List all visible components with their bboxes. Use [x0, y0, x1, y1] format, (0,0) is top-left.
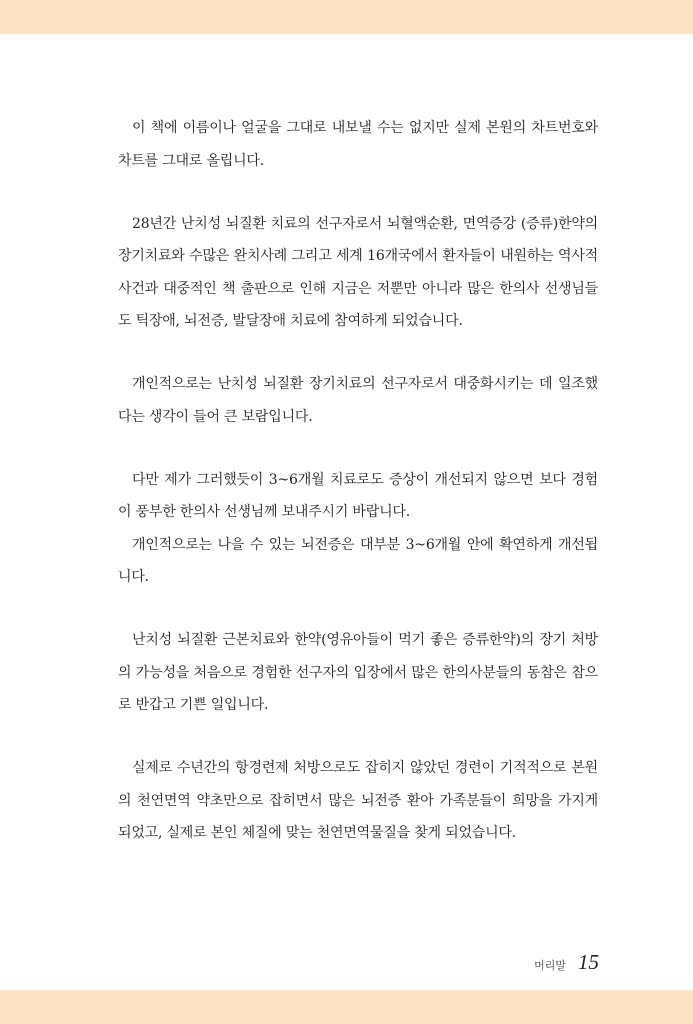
paragraph-5: 개인적으로는 나을 수 있는 뇌전증은 대부분 3~6개월 안에 확연하게 개선됩니다. [118, 536, 598, 585]
top-color-band [0, 0, 693, 34]
paragraph-2: 28년간 난치성 뇌질환 치료의 선구자로서 뇌혈액순환, 면역증강 (증류)한약의 장기치료와 수많은 완치사례 그리고 세계 16개국에서 환자들이 내원하는 역사적 사건과 대중적인 책 출판으로 인해 지금은 저뿐만 아니라 많은 한의사 선생님들도 틱장애, 뇌전증, 발달장애 치료에 참여하게 되었습니다. [118, 215, 598, 329]
page-number: 15 [578, 950, 599, 974]
paragraph-6: 난치성 뇌질환 근본치료와 한약(영유아들이 먹기 좋은 증류한약)의 장기 처방의 가능성을 처음으로 경험한 선구자의 입장에서 많은 한의사분들의 동참은 참으로 반갑고 기쁜 일입니다. [118, 632, 598, 713]
bottom-color-band [0, 990, 693, 1024]
running-head: 머리말 [534, 959, 566, 972]
paragraph-3: 개인적으로는 난치성 뇌질환 장기치료의 선구자로서 대중화시키는 데 일조했다는 생각이 들어 큰 보람입니다. [118, 376, 598, 425]
paragraph-4: 다만 제가 그러했듯이 3~6개월 치료로도 증상이 개선되지 않으면 보다 경험이 풍부한 한의사 선생님께 보내주시기 바랍니다. [118, 471, 598, 520]
page-footer [534, 950, 599, 975]
paragraph-1: 이 책에 이름이나 얼굴을 그대로 내보낼 수는 없지만 실제 본원의 차트번호와 차트를 그대로 올립니다. [118, 120, 598, 169]
paragraph-7: 실제로 수년간의 항경련제 처방으로도 잡히지 않았던 경련이 기적적으로 본원의 천연면역 약초만으로 잡히면서 많은 뇌전증 환아 가족분들이 희망을 가지게 되었고, 실제로 본인 체질에 맞는 천연면역물질을 찾게 되었습니다. [118, 760, 598, 841]
body-text [118, 112, 598, 880]
